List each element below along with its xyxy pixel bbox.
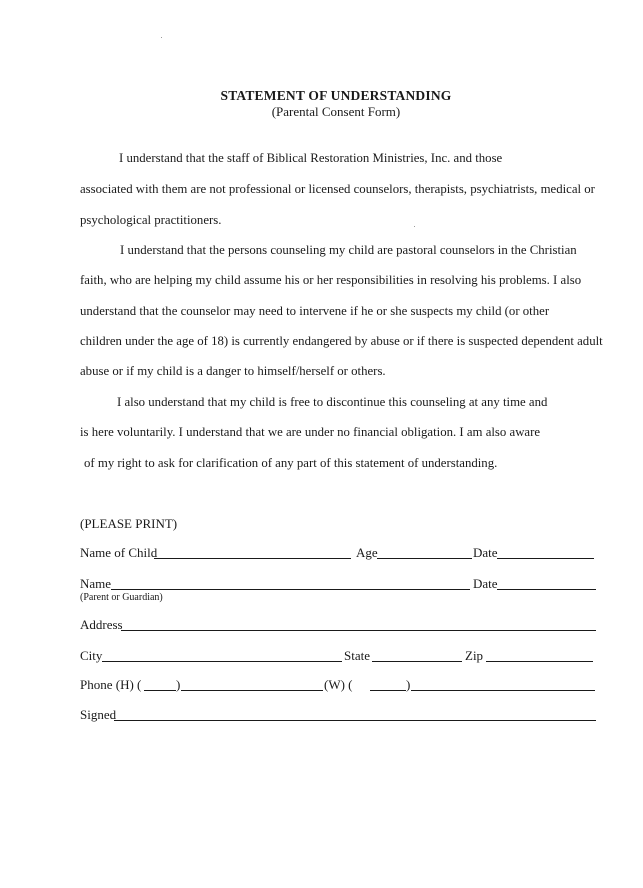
age-field[interactable] <box>377 558 472 559</box>
paragraph-3-line-3: of my right to ask for clarification of any part of this statement of understanding. <box>84 456 498 470</box>
scan-speck <box>161 37 162 38</box>
phone-work-number-field[interactable] <box>411 690 595 691</box>
date-field[interactable] <box>497 558 594 559</box>
parent-guardian-sublabel: (Parent or Guardian) <box>80 592 163 603</box>
phone-work-paren-close: ) <box>406 677 411 692</box>
state-field[interactable] <box>372 661 462 662</box>
phone-home-label: Phone (H) ( <box>80 677 142 692</box>
paragraph-2-line-2: faith, who are helping my child assume his or her responsibilities in resolving his problems. I also <box>80 273 582 287</box>
paragraph-2-line-1: I understand that the persons counseling my child are pastoral counselors in the Christian <box>120 243 577 257</box>
paragraph-2-line-5: abuse or if my child is a danger to himself/herself or others. <box>80 364 386 378</box>
address-field[interactable] <box>121 630 596 631</box>
paragraph-1-line-1: I understand that the staff of Biblical Restoration Ministries, Inc. and those <box>119 151 503 165</box>
name-label: Name <box>80 576 112 591</box>
document-subtitle: (Parental Consent Form) <box>271 104 401 119</box>
please-print-heading: (PLEASE PRINT) <box>80 516 178 531</box>
phone-home-number-field[interactable] <box>181 690 323 691</box>
zip-field[interactable] <box>486 661 593 662</box>
address-label: Address <box>80 617 123 632</box>
date-label-2: Date <box>473 576 498 591</box>
paragraph-1-line-2: associated with them are not professional or licensed counselors, therapists, psychiatrists, medical or <box>80 182 595 196</box>
phone-home-paren-close: ) <box>176 677 181 692</box>
date-label: Date <box>473 545 498 560</box>
name-of-child-label: Name of Child <box>80 545 158 560</box>
date-field-2[interactable] <box>497 589 596 590</box>
city-field[interactable] <box>102 661 342 662</box>
signed-label: Signed <box>80 707 117 722</box>
paragraph-1-line-3: psychological practitioners. <box>80 213 222 227</box>
phone-work-label: (W) ( <box>324 677 353 692</box>
paragraph-2-line-3: understand that the counselor may need to intervene if he or she suspects my child (or other <box>80 304 550 318</box>
age-label: Age <box>356 545 378 560</box>
guardian-name-field[interactable] <box>111 589 470 590</box>
signature-field[interactable] <box>114 720 596 721</box>
name-of-child-field[interactable] <box>154 558 351 559</box>
phone-home-area-code-field[interactable] <box>144 690 176 691</box>
scan-speck <box>414 226 415 227</box>
paragraph-3-line-1: I also understand that my child is free to discontinue this counseling at any time and <box>117 395 548 409</box>
paragraph-3-line-2: is here voluntarily. I understand that we are under no financial obligation. I am also aware <box>80 425 541 439</box>
document-title: STATEMENT OF UNDERSTANDING <box>220 88 452 103</box>
zip-label: Zip <box>465 648 484 663</box>
paragraph-2-line-4: children under the age of 18) is currently endangered by abuse or if there is suspected dependent adult <box>80 334 603 348</box>
phone-work-area-code-field[interactable] <box>370 690 406 691</box>
city-label: City <box>80 648 103 663</box>
state-label: State <box>344 648 370 663</box>
